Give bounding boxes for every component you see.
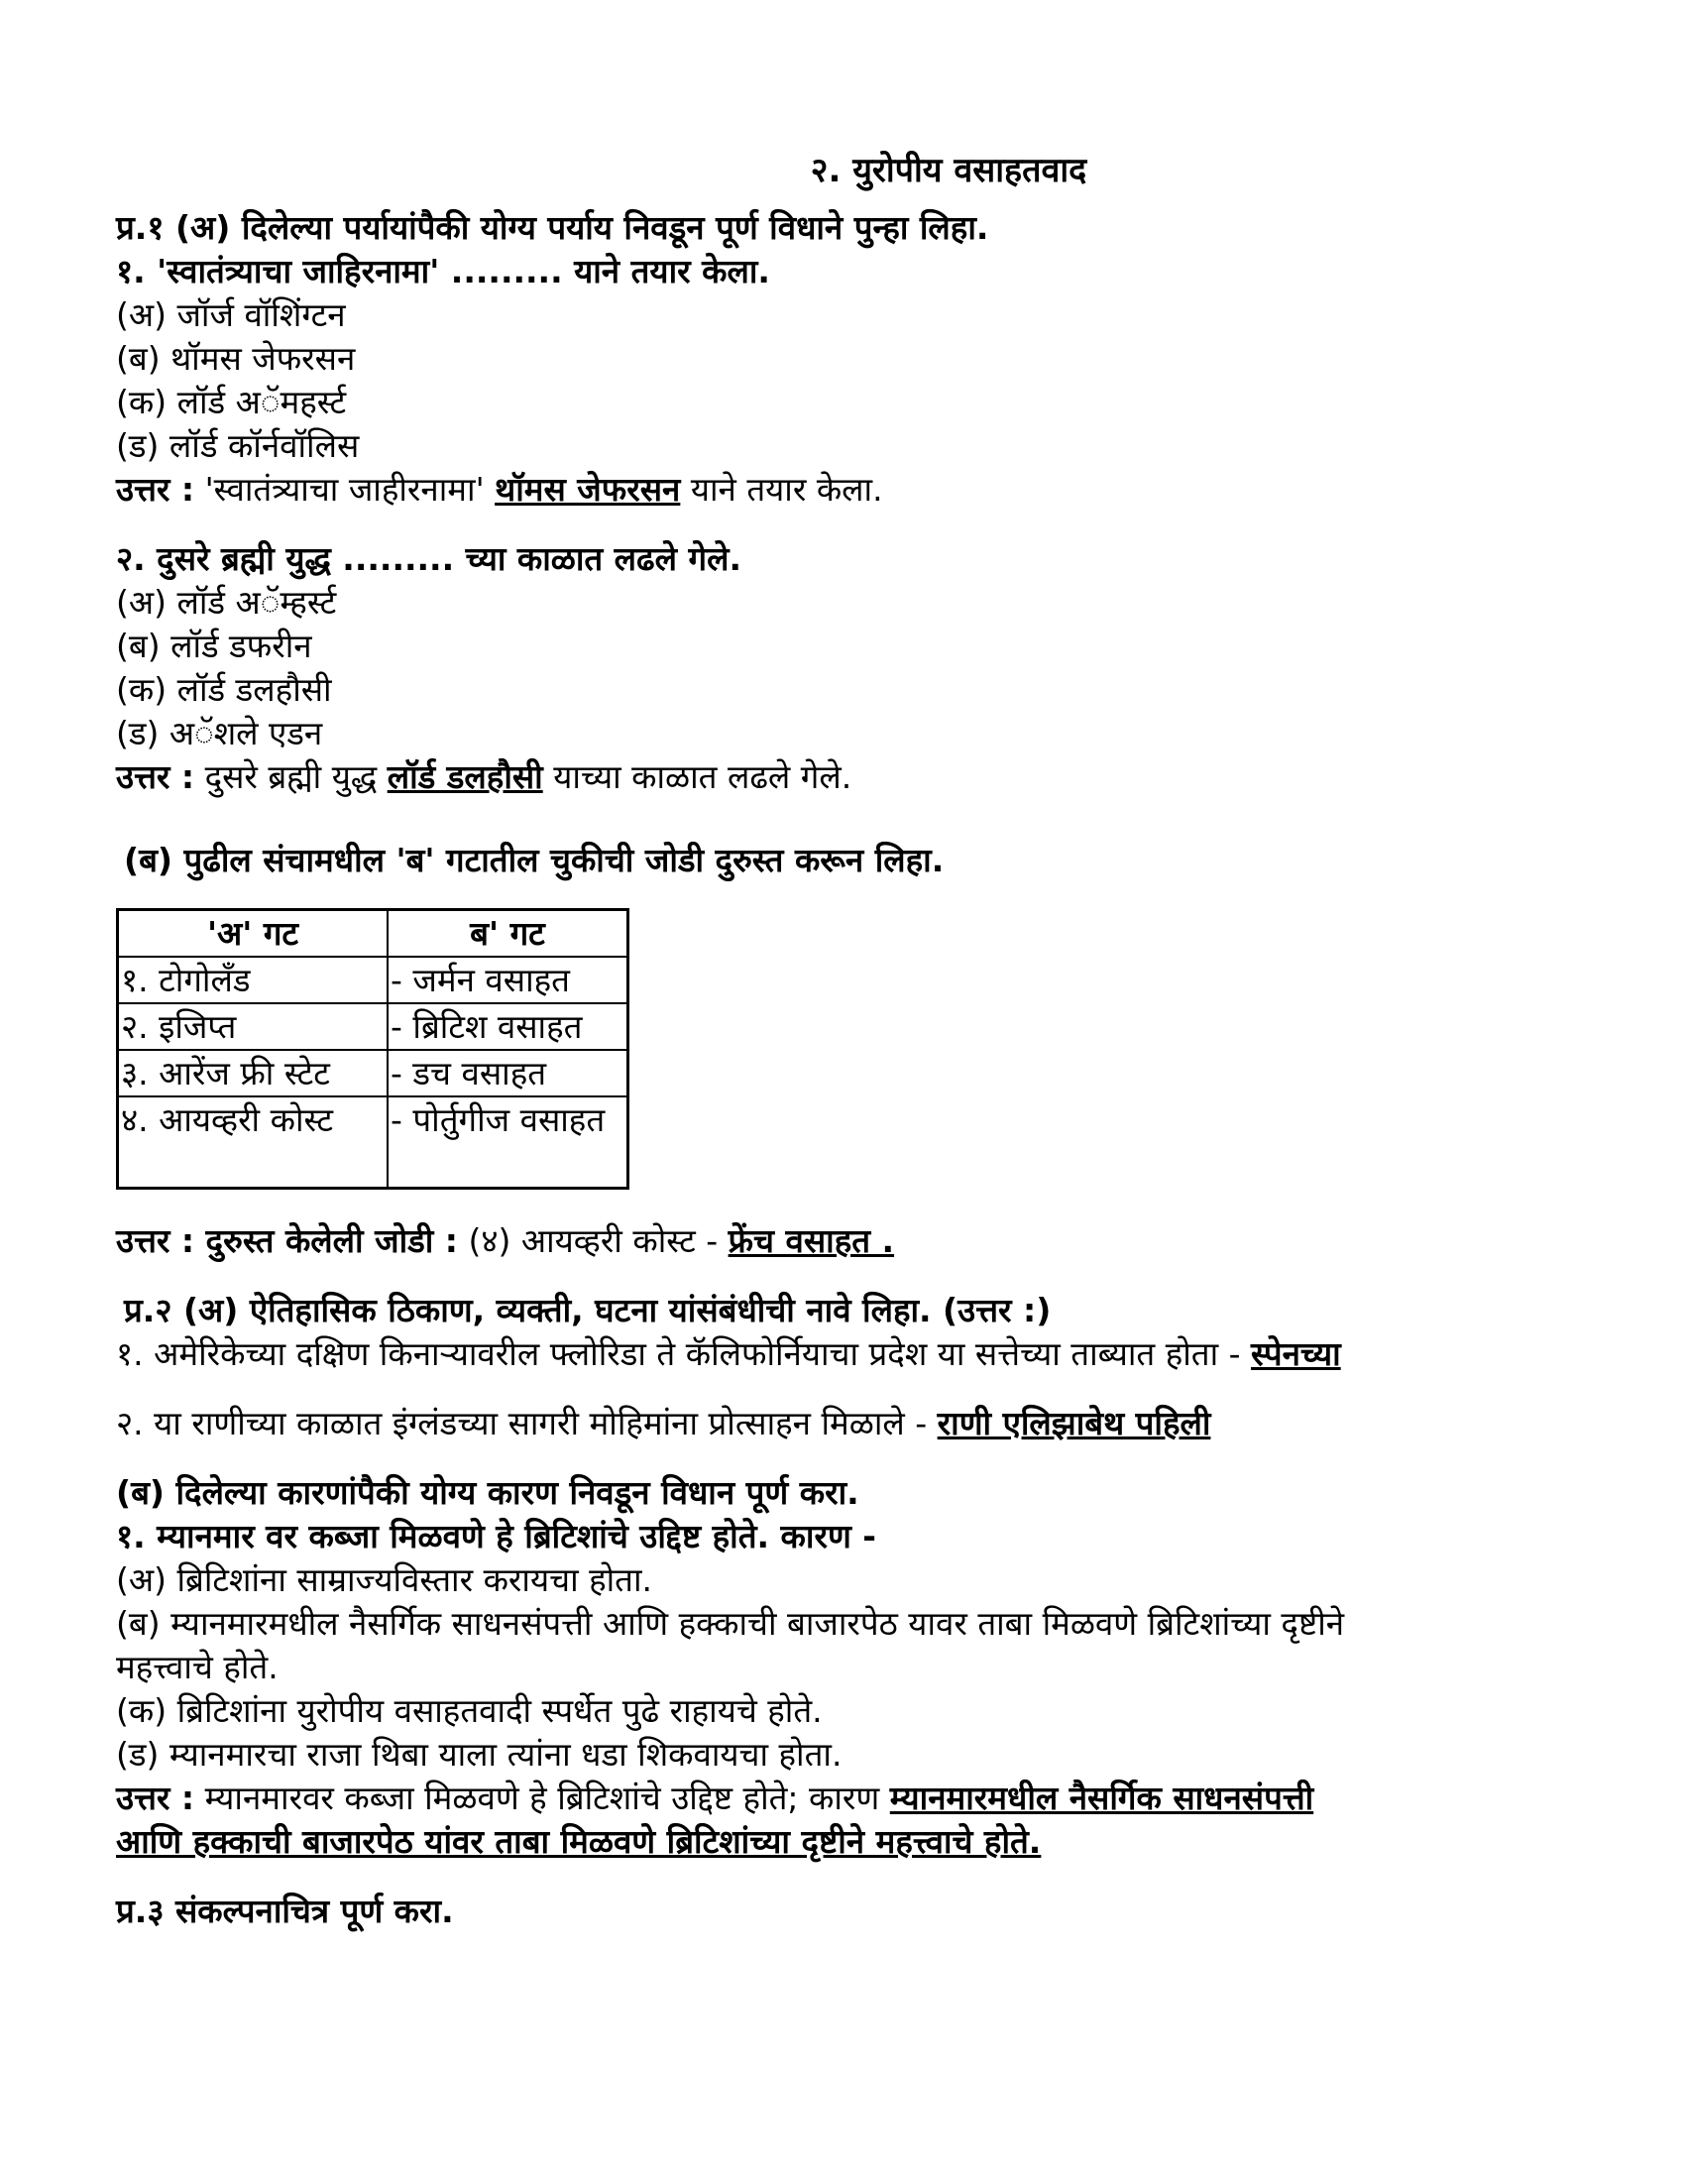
- q3-heading: प्र.३ संकल्पनाचित्र पूर्ण करा.: [116, 1892, 454, 1930]
- answer-key: राणी एलिझाबेथ पहिली: [937, 1404, 1211, 1442]
- table-header-row: [118, 910, 628, 958]
- table-cell: - ब्रिटिश वसाहत: [388, 1003, 628, 1050]
- table-cell: - पोर्तुगीज वसाहत: [388, 1096, 628, 1189]
- answer-key: थॉमस जेफरसन: [495, 470, 681, 509]
- q1a-item1-option-b: (ब) थॉमस जेफरसन: [116, 339, 356, 378]
- table-row: [118, 957, 628, 1003]
- answer-text-end: याने तयार केला.: [680, 470, 883, 509]
- q1a-item2-option-d: (ड) अॅशले एडन: [116, 714, 323, 752]
- q1a-item1-option-d: (ड) लॉर्ड कॉर्नवॉलिस: [116, 426, 360, 465]
- table-header-a: 'अ' गट: [118, 910, 389, 958]
- q1a-item2-option-a: (अ) लॉर्ड अॅम्हर्स्ट: [116, 583, 337, 622]
- q2b-option-c: (क) ब्रिटिशांना युरोपीय वसाहतवादी स्पर्धेत पुढे राहायचे होते.: [116, 1691, 823, 1730]
- answer-label: उत्तर :: [116, 470, 195, 509]
- table-cell: - डच वसाहत: [388, 1050, 628, 1096]
- q1a-item2-answer: [116, 755, 1583, 799]
- q2a-heading: प्र.२ (अ) ऐतिहासिक ठिकाण, व्यक्ती, घटना यांसंबंधीची नावे लिहा. (उत्तर :): [124, 1291, 1052, 1329]
- document-page: [116, 149, 1583, 1933]
- answer-label: उत्तर : दुरुस्त केलेली जोडी :: [116, 1221, 458, 1260]
- q1a-item1-option-a: (अ) जॉर्ज वॉशिंग्टन: [116, 295, 346, 334]
- table-cell: २. इजिप्त: [118, 1003, 389, 1050]
- q2b-option-b-cont: महत्त्वाचे होते.: [116, 1648, 279, 1686]
- q2b-option-b: (ब) म्यानमारमधील नैसर्गिक साधनसंपत्ती आणि हक्काची बाजारपेठ यावर ताबा मिळवणे ब्रिटिशांच्या दृष्टीने: [116, 1604, 1345, 1643]
- answer-key: फ्रेंच वसाहत .: [728, 1221, 895, 1260]
- answer-key: म्यानमारमधील नैसर्गिक साधनसंपत्ती: [889, 1779, 1314, 1817]
- table-cell: १. टोगोलँड: [118, 957, 389, 1003]
- answer-text: 'स्वातंत्र्याचा जाहीरनामा': [194, 470, 496, 509]
- q1a-item2-question: २. दुसरे ब्रह्मी युद्ध ......... च्या काळात लढले गेले.: [116, 539, 741, 578]
- table-header-b: ब' गट: [388, 910, 628, 958]
- q1b-answer: [116, 1219, 1583, 1263]
- answer-key: स्पेनच्या: [1251, 1334, 1341, 1373]
- item-text: १. अमेरिकेच्या दक्षिण किनाऱ्यावरील फ्लोरिडा ते कॅलिफोर्नियाचा प्रदेश या सत्तेच्या ताब्यात होता -: [116, 1334, 1252, 1373]
- page-title: २. युरोपीय वसाहतवाद: [810, 151, 1087, 190]
- answer-text: (४) आयव्हरी कोस्ट -: [458, 1221, 729, 1260]
- answer-text: दुसरे ब्रह्मी युद्ध: [194, 757, 388, 796]
- matching-table: [116, 908, 629, 1190]
- table-cell: ३. आरेंज फ्री स्टेट: [118, 1050, 389, 1096]
- q1a-item1-answer: [116, 468, 1583, 512]
- q1a-item2-option-b: (ब) लॉर्ड डफरीन: [116, 627, 312, 665]
- table-row: [118, 1096, 628, 1189]
- table-cell: - जर्मन वसाहत: [388, 957, 628, 1003]
- table-cell: ४. आयव्हरी कोस्ट: [118, 1096, 389, 1189]
- answer-label: उत्तर :: [116, 757, 195, 796]
- q1b-heading: (ब) पुढील संचामधील 'ब' गटातील चुकीची जोडी दुरुस्त करून लिहा.: [124, 841, 945, 879]
- q2b-heading: (ब) दिलेल्या कारणांपैकी योग्य कारण निवडून विधान पूर्ण करा.: [116, 1473, 859, 1512]
- answer-label: उत्तर :: [116, 1779, 195, 1817]
- item-text: २. या राणीच्या काळात इंग्लंडच्या सागरी मोहिमांना प्रोत्साहन मिळाले -: [116, 1404, 938, 1442]
- q2b-answer-cont: [116, 1820, 1583, 1864]
- q2b-answer: [116, 1777, 1583, 1820]
- q1a-heading: प्र.१ (अ) दिलेल्या पर्यायांपैकी योग्य पर्याय निवडून पूर्ण विधाने पुन्हा लिहा.: [116, 208, 989, 247]
- q2b-option-d: (ड) म्यानमारचा राजा थिबा याला त्यांना धडा शिकवायचा होता.: [116, 1735, 843, 1774]
- q2b-option-a: (अ) ब्रिटिशांना साम्राज्यविस्तार करायचा होता.: [116, 1560, 653, 1599]
- answer-text: म्यानमारवर कब्जा मिळवणे हे ब्रिटिशांचे उद्दिष्ट होते; कारण: [194, 1779, 890, 1817]
- answer-key: लॉर्ड डलहौसी: [387, 757, 543, 796]
- q2b-question: १. म्यानमार वर कब्जा मिळवणे हे ब्रिटिशांचे उद्दिष्ट होते. कारण -: [116, 1517, 876, 1555]
- table-row: [118, 1003, 628, 1050]
- q2a-item2: [116, 1402, 1583, 1445]
- q1a-item1-question: १. 'स्वातंत्र्याचा जाहिरनामा' ......... याने तयार केला.: [116, 252, 770, 290]
- answer-key: आणि हक्काची बाजारपेठ यांवर ताबा मिळवणे ब्रिटिशांच्या दृष्टीने महत्त्वाचे होते.: [116, 1822, 1042, 1861]
- table-row: [118, 1050, 628, 1096]
- answer-text-end: याच्या काळात लढले गेले.: [542, 757, 852, 796]
- q1a-item1-option-c: (क) लॉर्ड अॅमहर्स्ट: [116, 383, 347, 421]
- q1a-item2-option-c: (क) लॉर्ड डलहौसी: [116, 670, 332, 709]
- q2a-item1: [116, 1332, 1583, 1376]
